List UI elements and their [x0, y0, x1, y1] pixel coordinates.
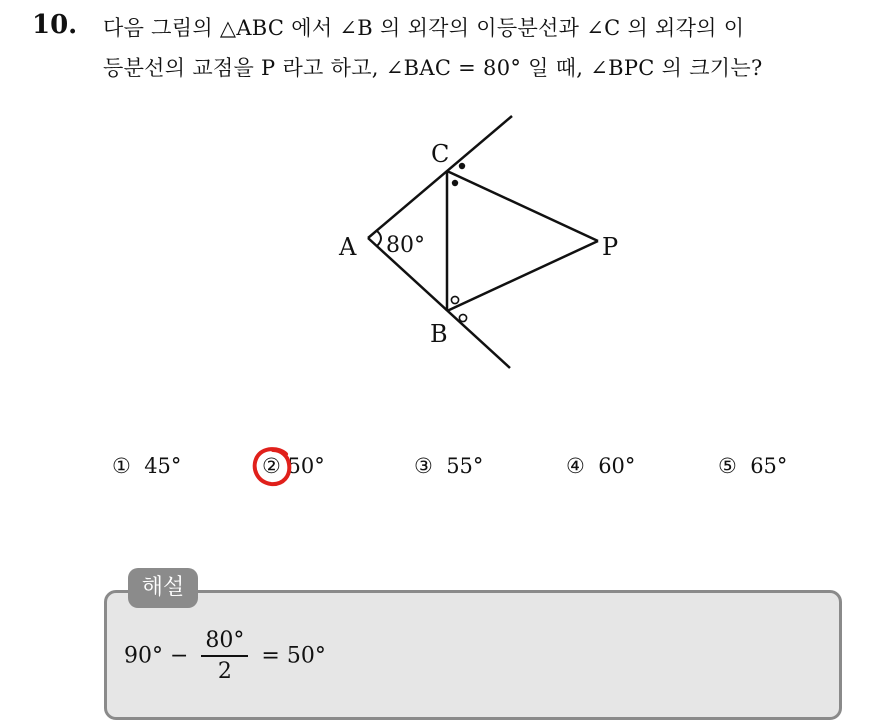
angle-dot-mark — [459, 163, 465, 169]
fraction-denominator: 2 — [217, 659, 232, 684]
question-number: 10. — [32, 10, 78, 40]
exterior-ray-c — [368, 116, 512, 238]
triangle-figure — [320, 110, 640, 380]
solution-expression — [124, 628, 326, 684]
fraction-numerator: 80° — [201, 628, 248, 657]
solution-tab: 해설 — [128, 568, 198, 608]
choice-value: 50° — [287, 454, 325, 478]
choice-mark: ④ — [566, 454, 585, 478]
solution-fraction — [201, 628, 248, 684]
vertex-label-a: A — [339, 233, 357, 261]
segment-bp — [447, 241, 598, 311]
question-text-line-1: 다음 그림의 △ABC 에서 ∠B 의 외각의 이등분선과 ∠C 의 외각의 이 — [103, 16, 745, 40]
solution-rhs: = 50° — [261, 643, 326, 669]
vertex-label-c: C — [431, 140, 450, 168]
choice-value: 65° — [750, 454, 788, 478]
angle-label-80: 80° — [386, 233, 425, 258]
solution-lhs: 90° − — [124, 643, 189, 669]
choice-value: 60° — [598, 454, 636, 478]
angle-circle-mark — [459, 314, 466, 321]
vertex-label-b: B — [430, 320, 448, 348]
choice-value: 55° — [446, 454, 484, 478]
angle-dot-mark — [452, 180, 458, 186]
choice-value: 45° — [144, 454, 182, 478]
choice-mark: ⑤ — [718, 454, 737, 478]
choice-mark: ② — [262, 454, 281, 478]
choice-3[interactable] — [414, 454, 483, 478]
vertex-label-p: P — [602, 233, 619, 261]
angle-arc-a — [377, 231, 381, 246]
choice-5[interactable] — [718, 454, 787, 478]
choice-4[interactable] — [566, 454, 635, 478]
choice-1[interactable] — [112, 454, 181, 478]
choice-mark: ③ — [414, 454, 433, 478]
segment-cp — [447, 171, 598, 241]
choice-mark: ① — [112, 454, 131, 478]
angle-circle-mark — [451, 296, 458, 303]
question-text-line-2: 등분선의 교점을 P 라고 하고, ∠BAC = 80° 일 때, ∠BPC 의 크기는? — [103, 56, 763, 80]
answer-circle-mark — [251, 444, 295, 488]
